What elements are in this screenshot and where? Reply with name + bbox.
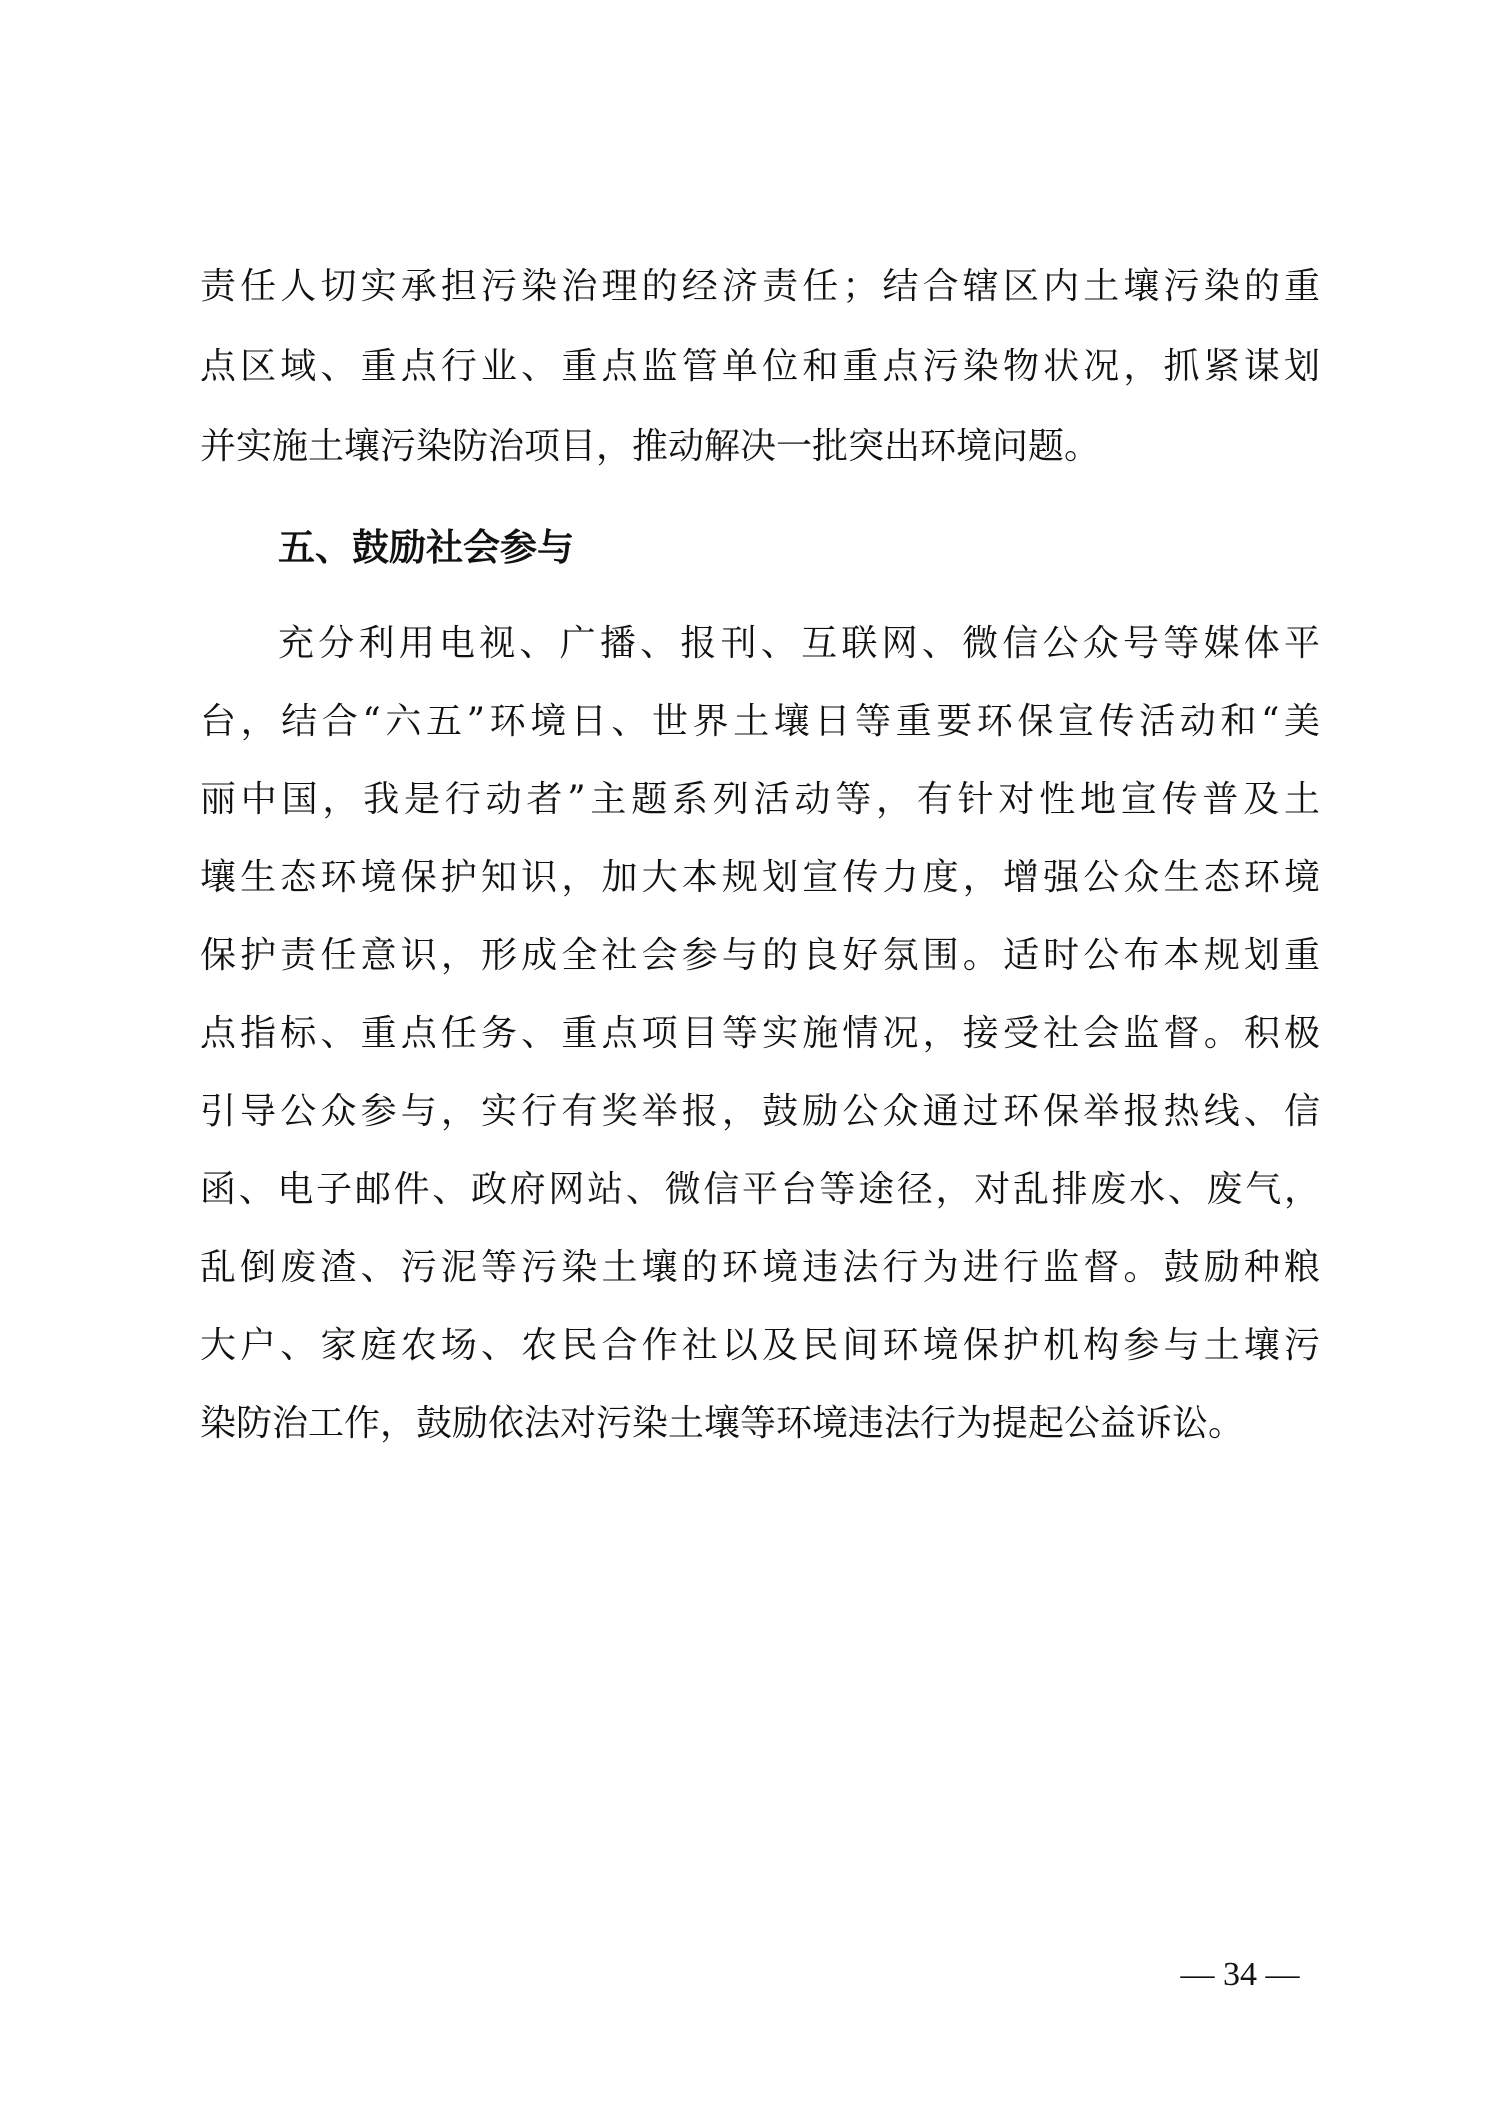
paragraph-line: 乱倒废渣、污泥等污染土壤的环境违法行为进行监督。鼓励种粮 [200,1247,1320,1288]
paragraph-line: 大户、家庭农场、农民合作社以及民间环境保护机构参与土壤污 [200,1325,1320,1366]
text-line: 责任人切实承担污染治理的经济责任；结合辖区内土壤污染的重 [200,266,1320,307]
section-heading: 五、鼓励社会参与 [278,526,574,569]
page-number: — 34 — [1180,1956,1300,1993]
paragraph-line: 点指标、重点任务、重点项目等实施情况，接受社会监督。积极 [200,1013,1320,1054]
paragraph-line: 台，结合“六五”环境日、世界土壤日等重要环保宣传活动和“美 [200,701,1320,742]
text-line: 点区域、重点行业、重点监管单位和重点污染物状况，抓紧谋划 [200,346,1320,387]
paragraph-line: 引导公众参与，实行有奖举报，鼓励公众通过环保举报热线、信 [200,1091,1320,1132]
paragraph-line: 壤生态环境保护知识，加大本规划宣传力度，增强公众生态环境 [200,857,1320,898]
paragraph-line: 丽中国，我是行动者”主题系列活动等，有针对性地宣传普及土 [200,779,1320,820]
text-line: 并实施土壤污染防治项目，推动解决一批突出环境问题。 [200,426,1101,467]
paragraph-line: 充分利用电视、广播、报刊、互联网、微信公众号等媒体平 [278,623,1320,664]
paragraph-line: 保护责任意识，形成全社会参与的良好氛围。适时公布本规划重 [200,935,1320,976]
paragraph-line: 函、电子邮件、政府网站、微信平台等途径，对乱排废水、废气， [200,1169,1320,1210]
paragraph-line: 染防治工作，鼓励依法对污染土壤等环境违法行为提起公益诉讼。 [200,1403,1245,1444]
